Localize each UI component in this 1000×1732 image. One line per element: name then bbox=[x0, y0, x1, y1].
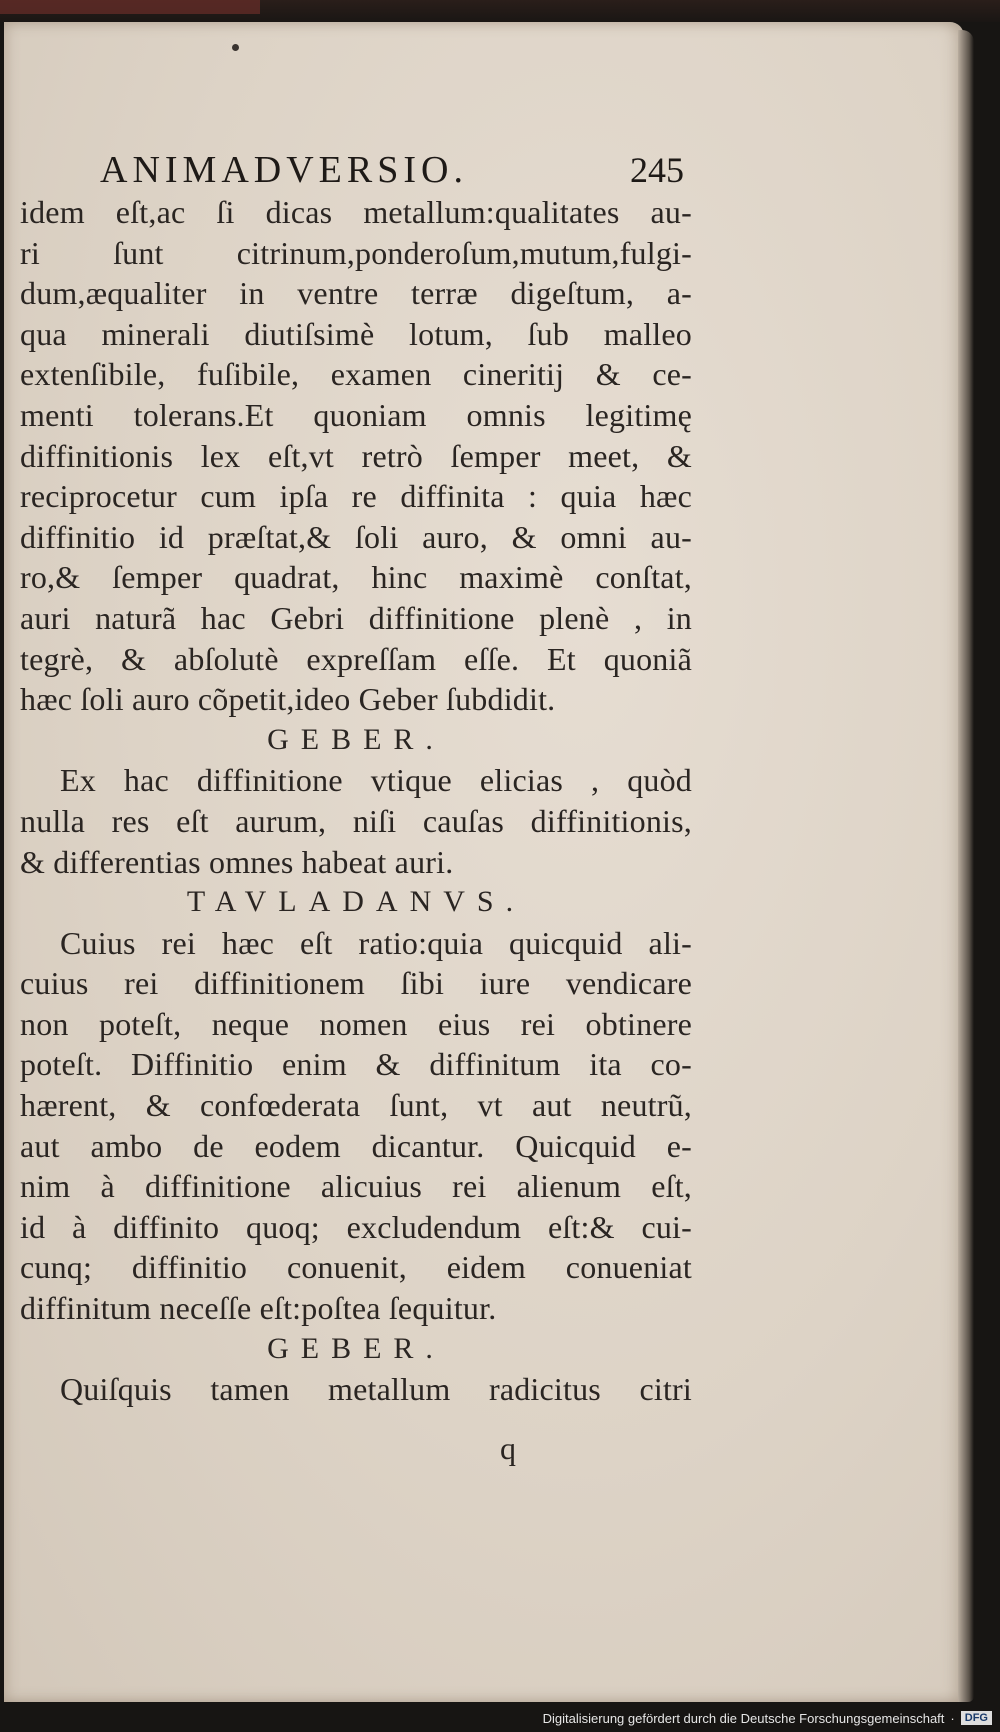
scan-top-strip bbox=[0, 0, 1000, 22]
speaker-heading: GEBER. bbox=[267, 722, 445, 756]
text-line: qua minerali diutiſsimè lotum, ſub malleo bbox=[20, 315, 692, 352]
text-line: tegrè, & abſolutè expreſſam eſſe. Et quoniã bbox=[20, 640, 692, 677]
text-line: hærent, & confœderata ſunt, vt aut neutrũ, bbox=[20, 1087, 692, 1124]
text-line: diffinitionis lex eſt,vt retrò ſemper meet, & bbox=[20, 437, 692, 474]
page-edge-shadow bbox=[958, 30, 974, 1702]
running-head: ANIMADVERSIO. bbox=[100, 149, 468, 191]
text-line: dum,æqualiter in ventre terræ digeſtum, a- bbox=[20, 275, 692, 312]
page-number: 245 bbox=[630, 150, 684, 190]
text-line: diffinitio id præſtat,& ſoli auro, & omni au- bbox=[20, 518, 692, 555]
text-line: ri ſunt citrinum,ponderoſum,mutum,fulgi- bbox=[20, 234, 692, 271]
text-line: auri naturã hac Gebri diffinitione plenè , in bbox=[20, 599, 692, 636]
text-line: aut ambo de eodem dicantur. Quicquid e- bbox=[20, 1127, 692, 1164]
speaker-heading: GEBER. bbox=[267, 1331, 445, 1365]
funding-credit: Digitalisierung gefördert durch die Deutsche Forschungsgemeinschaft bbox=[542, 1710, 945, 1726]
ink-spot bbox=[232, 44, 239, 51]
text-line: cunq; diffinitio conuenit, eidem conueniat bbox=[20, 1249, 692, 1286]
text-line: non poteſt, neque nomen eius rei obtinere bbox=[20, 1005, 692, 1042]
catchword: q bbox=[500, 1430, 516, 1466]
dfg-logo: DFG bbox=[961, 1711, 992, 1725]
text-line: id à diffinito quoq; excludendum eſt:& cui- bbox=[20, 1208, 692, 1245]
text-line: & differentias omnes habeat auri. bbox=[20, 843, 454, 880]
speaker-heading: TAVLADANVS. bbox=[186, 885, 526, 919]
text-line: Ex hac diffinitione vtique elicias , quòd bbox=[60, 762, 692, 799]
text-line: poteſt. Diffinitio enim & diffinitum ita co- bbox=[20, 1046, 692, 1083]
text-line: nim à diffinitione alicuius rei alienum eſt, bbox=[20, 1168, 692, 1205]
body-text bbox=[20, 192, 692, 1410]
text-line: cuius rei diffinitionem ſibi iure vendicare bbox=[20, 965, 692, 1002]
text-line: nulla res eſt aurum, niſi cauſas diffinitionis, bbox=[20, 802, 692, 839]
text-line: diffinitum neceſſe eſt:poſtea ſequitur. bbox=[20, 1290, 497, 1327]
text-line: Cuius rei hæc eſt ratio:quia quicquid ali- bbox=[60, 924, 692, 961]
book-edge bbox=[0, 0, 260, 14]
text-line: reciprocetur cum ipſa re diffinita : quia hæc bbox=[20, 478, 692, 515]
text-line: menti tolerans.Et quoniam omnis legitimę bbox=[20, 396, 692, 433]
text-line: hæc ſoli auro cõpetit,ideo Geber ſubdidit. bbox=[20, 681, 556, 718]
text-line: ro,& ſemper quadrat, hinc maximè conſtat, bbox=[20, 559, 692, 596]
text-line: idem eſt,ac ſi dicas metallum:qualitates au- bbox=[20, 194, 692, 230]
digitization-footer: Digitalisierung gefördert durch die Deutsche Forschungsgemeinschaft · DFG bbox=[543, 1708, 992, 1728]
text-line: Quiſquis tamen metallum radicitus citri bbox=[60, 1371, 692, 1408]
text-line: extenſibile, fuſibile, examen cineritij & ce- bbox=[20, 356, 692, 393]
